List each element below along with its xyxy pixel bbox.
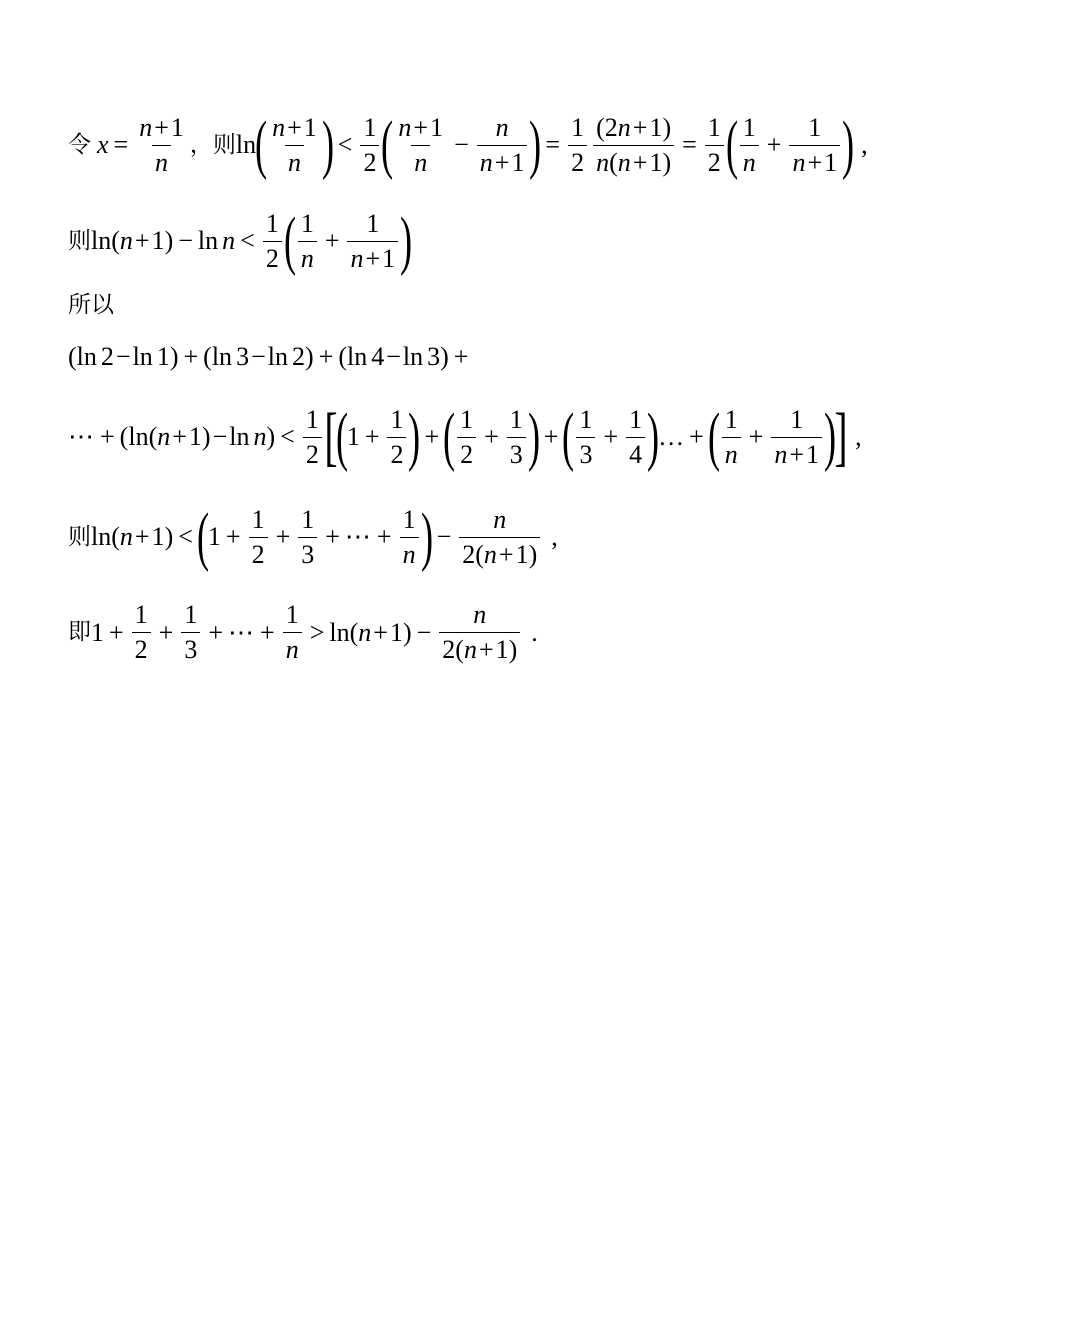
- big-right-paren: ): [824, 400, 837, 473]
- plus-sign: +: [453, 342, 469, 371]
- plus-sign: +: [158, 617, 174, 647]
- big-right-paren: ): [529, 108, 542, 181]
- fraction-1-over-2: $\frac{1}{2}$: [705, 115, 724, 176]
- fraction-n-plus-1-over-n: $\frac{n+1}{n}$: [139, 112, 184, 177]
- plus-sign: +: [543, 422, 559, 451]
- plus-sign: +: [100, 422, 115, 451]
- ln-symbol: ln: [197, 226, 219, 255]
- comma: ,: [855, 422, 862, 451]
- plus-sign: +: [324, 226, 340, 255]
- big-left-paren: (: [196, 500, 209, 573]
- plus-sign: +: [275, 522, 291, 551]
- big-right-paren: ): [527, 400, 540, 473]
- fraction-1-over-2: $\frac{1}{2}$: [263, 211, 282, 272]
- fraction-n-over-n-plus-1: $\frac{n}{n+1}$: [477, 115, 528, 176]
- period: .: [531, 617, 538, 647]
- fraction-1-over-n-plus-1: $\frac{1}{n+1}$: [771, 407, 822, 468]
- fraction-1-over-n: $\frac{1}{n}$: [722, 407, 741, 468]
- minus-sign: −: [436, 522, 452, 551]
- big-left-bracket: [: [324, 400, 338, 473]
- big-right-paren: ): [420, 500, 433, 573]
- fraction-1-over-n: $\frac{1}{n}$: [400, 507, 419, 568]
- plus-sign: +: [364, 422, 380, 451]
- plus-sign: +: [376, 522, 392, 551]
- equals-sign: =: [113, 130, 129, 159]
- plus-sign: +: [260, 617, 275, 647]
- ln-symbol: ln: [91, 226, 112, 255]
- plus-sign: +: [225, 522, 241, 551]
- plus-sign: +: [603, 422, 619, 451]
- plus-sign: +: [484, 422, 499, 451]
- equation-line-4: ( ln 2 − ln 1 ) + ( ln 3 − ln 2 ) + ( ln 4 − ln 3 ) +: [68, 342, 469, 371]
- fraction-1-over-3: $\frac{1}{3}$: [298, 507, 317, 568]
- text-suoyi: 所以: [68, 292, 114, 318]
- ldots: …: [658, 422, 685, 451]
- equation-line-7: 即 1 + $\frac{1}{2}$ + $\frac{1}{3}$ + ⋯ + $\frac{1}{n}$ > ln ( n + 1 ) − $\frac{n}{2(n+1)}$ .: [68, 600, 538, 664]
- big-right-paren: ): [321, 108, 334, 181]
- fraction-1-over-n: $\frac{1}{n}$: [283, 602, 302, 663]
- plus-sign: +: [325, 522, 340, 551]
- text-line-3: [68, 294, 114, 317]
- equals-sign: =: [545, 130, 561, 159]
- big-right-paren: ): [842, 108, 855, 181]
- less-than-sign: <: [240, 226, 255, 255]
- less-than-sign: <: [280, 422, 295, 451]
- fraction-1-over-3: $\frac{1}{3}$: [576, 407, 595, 468]
- big-right-paren: ): [647, 400, 660, 473]
- ln-symbol: ln: [235, 130, 257, 159]
- cdots: ⋯: [68, 422, 95, 451]
- comma: ,: [861, 130, 868, 159]
- equation-line-6: 则 ln ( n + 1 ) < ( 1 + $\frac{1}{2}$ + $\frac{1}{3}$ + ⋯ + $\frac{1}{n}$ ) − $\frac{n}{2(n+1)}$ ,: [68, 500, 558, 573]
- minus-sign: −: [178, 226, 193, 255]
- big-left-paren: (: [725, 108, 738, 181]
- fraction-n-plus-1-over-n: $\frac{n+1}{n}$: [398, 112, 444, 177]
- plus-sign: +: [109, 617, 124, 647]
- big-right-paren: ): [400, 204, 413, 277]
- big-right-bracket: ]: [834, 400, 848, 473]
- equation-line-1: [68, 108, 868, 181]
- big-left-paren: (: [443, 400, 456, 473]
- ln-symbol: ln: [329, 617, 350, 647]
- text-ze: 则: [68, 227, 91, 254]
- plus-sign: +: [183, 342, 199, 371]
- plus-sign: +: [748, 422, 764, 451]
- equation-line-5: ⋯ + ( ln ( n + 1 ) − ln n ) < $\frac{1}{2}$ [ ( 1 + $\frac{1}{2}$ ) + ( $\frac{1}{2}$ + $\frac{1}{3}$ ) + ( $\frac{1}{3}$ + $\frac{1}{4}$ ) … + ( $\frac{1}{n}$ + $\frac{1}{n+1}$ ) ] ,: [68, 400, 862, 473]
- big-left-paren: (: [381, 108, 394, 181]
- less-than-sign: <: [178, 522, 193, 551]
- big-left-paren: (: [707, 400, 720, 473]
- big-left-paren: (: [255, 108, 268, 181]
- fraction-1-over-2: $\frac{1}{2}$: [132, 602, 151, 663]
- fraction-1-over-2: $\frac{1}{2}$: [249, 507, 268, 568]
- text-ze: ，则: [189, 131, 236, 158]
- fraction-1-over-2: $\frac{1}{2}$: [303, 407, 322, 468]
- minus-sign: −: [454, 130, 469, 159]
- cdots: ⋯: [344, 522, 372, 551]
- big-left-paren: (: [335, 400, 348, 473]
- plus-sign: +: [208, 617, 224, 647]
- fraction-1-over-n-plus-1: $\frac{1}{n+1}$: [347, 211, 398, 272]
- fraction-1-over-3: $\frac{1}{3}$: [181, 602, 200, 663]
- plus-sign: +: [318, 342, 334, 371]
- fraction-n-over-2-n-plus-1: $\frac{n}{2(n+1)}$: [459, 507, 540, 568]
- fraction-1-over-n: $\frac{1}{n}$: [740, 115, 759, 176]
- big-left-paren: (: [283, 204, 296, 277]
- plus-sign: +: [424, 422, 440, 451]
- fraction-n-over-2-n-plus-1: $\frac{n}{2(n+1)}$: [439, 602, 520, 663]
- fraction-1-over-n-plus-1: $\frac{1}{n+1}$: [789, 115, 840, 176]
- text-ze: 则: [68, 523, 91, 550]
- fraction-2n-plus-1-over-n-n-plus-1: $\frac{(2n+1)}{n(n+1)}$: [593, 115, 674, 176]
- less-than-sign: <: [337, 130, 353, 159]
- fraction-1-over-2: $\frac{1}{2}$: [457, 407, 476, 468]
- plus-sign: +: [766, 130, 782, 159]
- fraction-1-over-n: $\frac{1}{n}$: [298, 211, 317, 272]
- fraction-1-over-2: $\frac{1}{2}$: [387, 407, 406, 468]
- text-ji: 即: [68, 619, 91, 645]
- equation-line-2: 则 ln ( n + 1 ) − ln n < $\frac{1}{2}$ ( $\frac{1}{n}$ + $\frac{1}{n+1}$ ): [68, 204, 413, 277]
- big-left-paren: (: [562, 400, 575, 473]
- ln-symbol: ln: [91, 522, 112, 551]
- greater-than-sign: >: [309, 617, 325, 647]
- fraction-1-over-2: $\frac{1}{2}$: [568, 115, 587, 176]
- plus-sign: +: [689, 422, 704, 451]
- cdots: ⋯: [228, 617, 256, 647]
- big-right-paren: ): [408, 400, 421, 473]
- comma: ,: [551, 522, 558, 551]
- fraction-1-over-3: $\frac{1}{3}$: [507, 407, 526, 468]
- text-ling: 令: [68, 131, 91, 158]
- var-x: x: [97, 130, 109, 159]
- fraction-1-over-4: $\frac{1}{4}$: [626, 407, 645, 468]
- fraction-1-over-2: $\frac{1}{2}$: [360, 115, 379, 176]
- minus-sign: −: [416, 617, 432, 647]
- fraction-n-plus-1-over-n: $\frac{n+1}{n}$: [272, 112, 317, 177]
- equals-sign: =: [682, 130, 697, 159]
